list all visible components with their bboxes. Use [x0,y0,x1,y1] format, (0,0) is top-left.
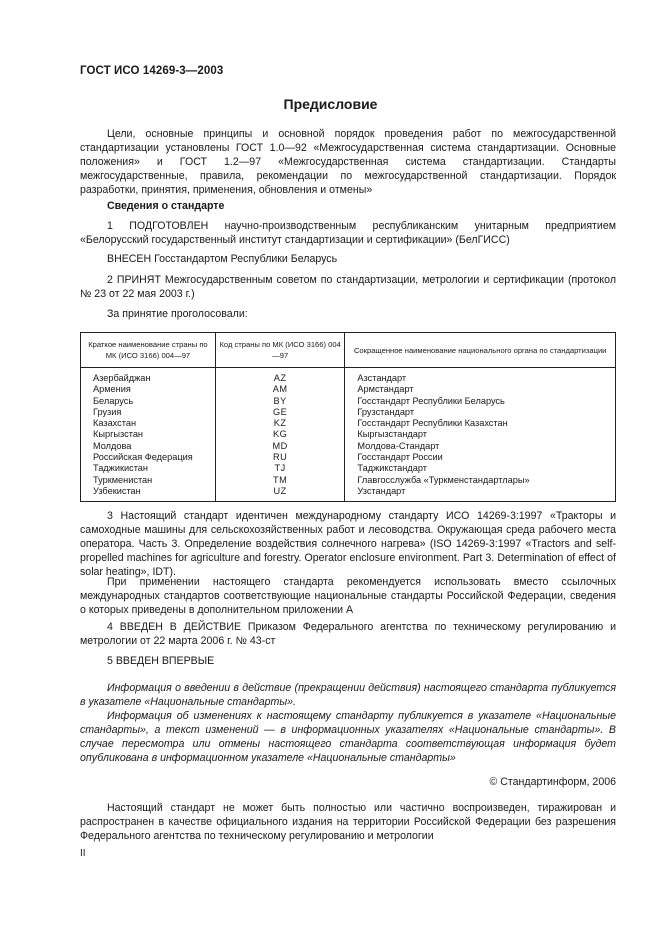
table-row [81,396,616,407]
item-1-paragraph: 1 ПОДГОТОВЛЕН научно-производственным республиканским унитарным предприятием «Белорусский государственный институт стандартизации и сертификации» (БелГИСС) [80,220,616,246]
voted-label: За принятие проголосовали: [107,308,248,320]
body-cell: Узстандарт [345,486,616,502]
table-row [81,368,616,385]
country-cell: Казахстан [81,418,216,429]
item-4-paragraph: 4 ВВЕДЕН В ДЕЙСТВИЕ Приказом Федерального агентства по техническому регулированию и метрологии от 22 марта 2006 г. № 43-ст [80,621,616,647]
country-cell: Грузия [81,407,216,418]
code-cell: UZ [215,486,345,502]
body-cell: Главгосслужба «Туркменстандартлары» [345,475,616,486]
code-cell: KG [215,429,345,440]
table-row [81,418,616,429]
body-cell: Молдова-Стандарт [345,441,616,452]
body-cell: Армстандарт [345,384,616,395]
code-cell: BY [215,396,345,407]
country-cell: Российская Федерация [81,452,216,463]
table-row [81,407,616,418]
country-cell: Армения [81,384,216,395]
voting-table [80,332,616,502]
code-cell: MD [215,441,345,452]
info-publication-paragraph: Информация о введении в действие (прекращении действия) настоящего стандарта публикуется в указателе «Национальные стандарты». [80,682,616,708]
header-code: Код страны по МК (ИСО 3166) 004—97 [215,333,345,368]
table-header-row [81,333,616,368]
code-cell: TM [215,475,345,486]
table-row [81,486,616,502]
header-body: Сокращенное наименование национального органа по стандартизации [345,333,616,368]
country-cell: Кыргызстан [81,429,216,440]
document-code: ГОСТ ИСО 14269-3—2003 [80,65,224,77]
body-cell: Грузстандарт [345,407,616,418]
page-title: Предисловие [283,96,378,112]
legal-notice-paragraph: Настоящий стандарт не может быть полностью или частично воспроизведен, тиражирован и распространен в качестве официального издания на территории Российской Федерации без разрешения Федерального агентства по техническому регулированию и метрологии [80,802,616,842]
code-cell: AM [215,384,345,395]
header-country: Краткое наименование страны по МК (ИСО 3166) 004—97 [81,333,216,368]
section-heading: Сведения о стандарте [107,200,225,212]
code-cell: AZ [215,368,345,385]
item-3-note-paragraph: При применении настоящего стандарта рекомендуется использовать вместо ссылочных международных стандартов соответствующие национальные стандарты Российской Федерации, сведения о которых приведены в дополнительном приложении А [80,576,616,616]
introduced-by-paragraph: ВНЕСЕН Госстандартом Республики Беларусь [107,253,338,265]
table-row [81,429,616,440]
country-cell: Молдова [81,441,216,452]
body-cell: Госстандарт России [345,452,616,463]
copyright-line: © Стандартинформ, 2006 [489,776,616,788]
info-changes-paragraph: Информация об изменениях к настоящему стандарту публикуется в указателе «Национальные стандарты», а текст изменений — в информационных указателях «Национальные стандарты». В случае пересмотра или отмены настоящего стандарта соответствующая информация будет опубликована в информационном указателе «Национальные стандарты» [80,710,616,764]
body-cell: Азстандарт [345,368,616,385]
country-cell: Узбекистан [81,486,216,502]
item-3-paragraph: 3 Настоящий стандарт идентичен международному стандарту ИСО 14269-3:1997 «Тракторы и самоходные машины для сельскохозяйственных работ и лесоводства. Окружающая среда рабочего места оператора. Часть 3. Определение воздействия солнечного нагрева» (ISO 14269-3:1997 «Tractors and self-propelled machines for agriculture and forestry. Operator enclosure environment. Part 3. Determination of effect of solar heating», IDT). [80,510,616,578]
item-5-paragraph: 5 ВВЕДЕН ВПЕРВЫЕ [107,655,215,667]
code-cell: GE [215,407,345,418]
page-number: II [80,848,86,859]
body-cell: Кыргызстандарт [345,429,616,440]
country-cell: Азербайджан [81,368,216,385]
country-cell: Беларусь [81,396,216,407]
table-row [81,475,616,486]
code-cell: KZ [215,418,345,429]
table-row [81,452,616,463]
body-cell: Госстандарт Республики Казахстан [345,418,616,429]
code-cell: RU [215,452,345,463]
country-cell: Туркменистан [81,475,216,486]
table-row [81,384,616,395]
body-cell: Таджикстандарт [345,463,616,474]
intro-paragraph: Цели, основные принципы и основной порядок проведения работ по межгосударственной стандартизации установлены ГОСТ 1.0—92 «Межгосударственная система стандартизации. Основные положения» и ГОСТ 1.2—97 «Межгосударственная система стандартизации. Стандарты межгосударственные, правила, рекомендации по межгосударственной стандартизации. Порядок разработки, принятия, применения, обновления и отмены» [80,128,616,196]
table-row [81,463,616,474]
code-cell: TJ [215,463,345,474]
table-row [81,441,616,452]
item-2-paragraph: 2 ПРИНЯТ Межгосударственным советом по стандартизации, метрологии и сертификации (протокол № 23 от 22 мая 2003 г.) [80,274,616,300]
country-cell: Таджикистан [81,463,216,474]
body-cell: Госстандарт Республики Беларусь [345,396,616,407]
